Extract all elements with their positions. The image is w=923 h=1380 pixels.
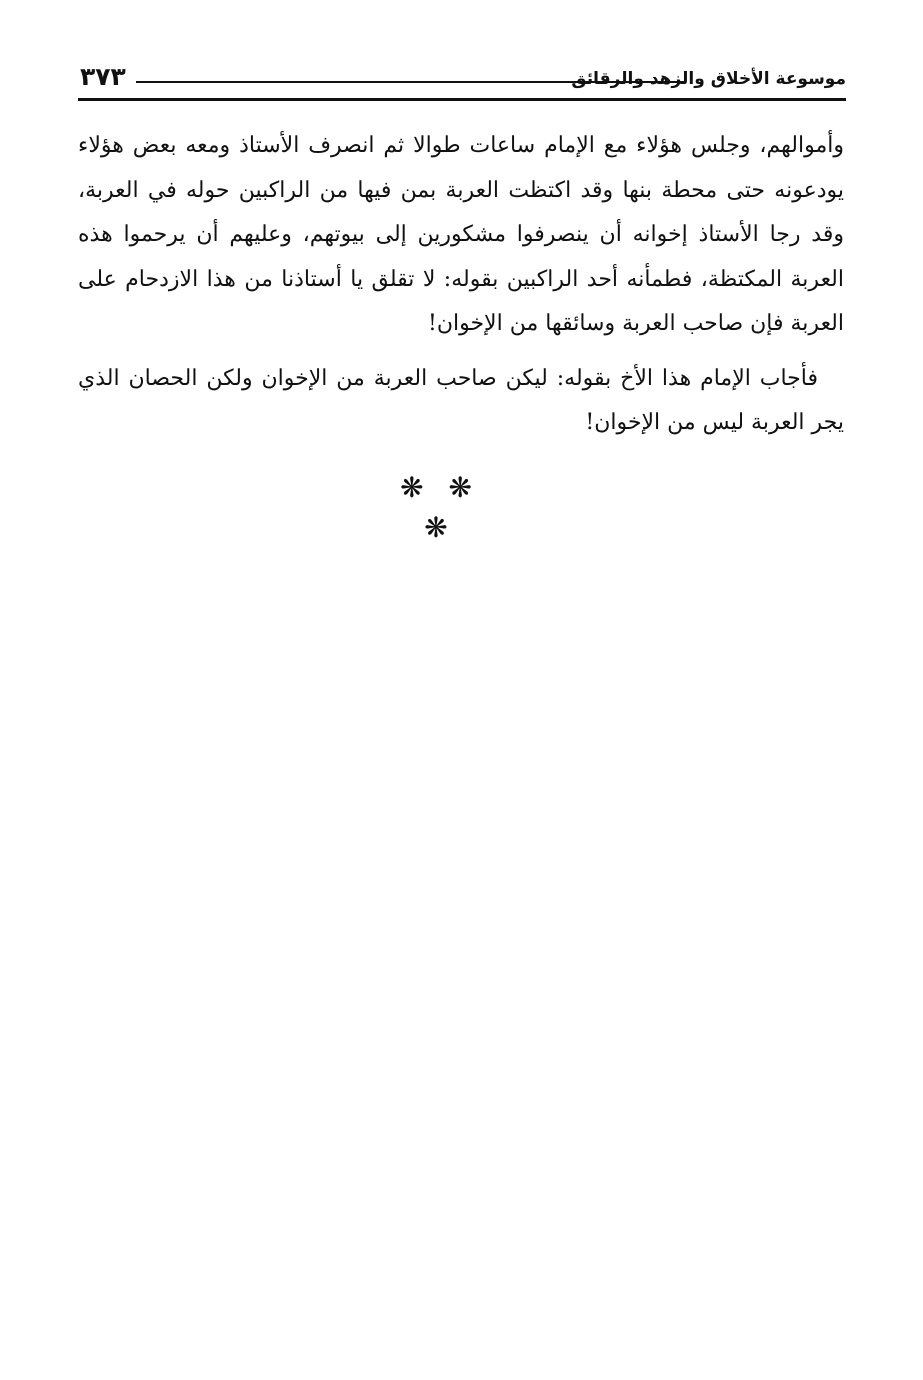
paragraph: وأموالهم، وجلس هؤلاء مع الإمام ساعات طوالا ثم انصرف الأستاذ ومعه بعض هؤلاء يودعونه حتى محطة بنها وقد اكتظت العربة بمن فيها من الراكبين حوله في العربة، وقد رجا الأستاذ إخوانه أن ينصرفوا مشكورين إلى بيوتهم، وعليهم أن يرحموا هذه العربة المكتظة، فطمأنه أحد الراكبين بقوله: لا تقلق يا أستاذنا من هذا الازدحام على العربة فإن صاحب العربة وسائقها من الإخوان! [78, 133, 844, 336]
header-rule [78, 98, 846, 101]
main-text [78, 124, 844, 446]
section-separator: ❋ ❋ ❋ [400, 471, 480, 544]
page-number: ٣٧٣ [80, 62, 126, 91]
paragraph: فأجاب الإمام هذا الأخ بقوله: ليكن صاحب العربة من الإخوان ولكن الحصان الذي يجر العربة ليس من الإخوان! [78, 365, 844, 435]
page-header [78, 62, 846, 102]
book-title: موسوعة الأخلاق والزهد والرقائق [571, 69, 846, 89]
